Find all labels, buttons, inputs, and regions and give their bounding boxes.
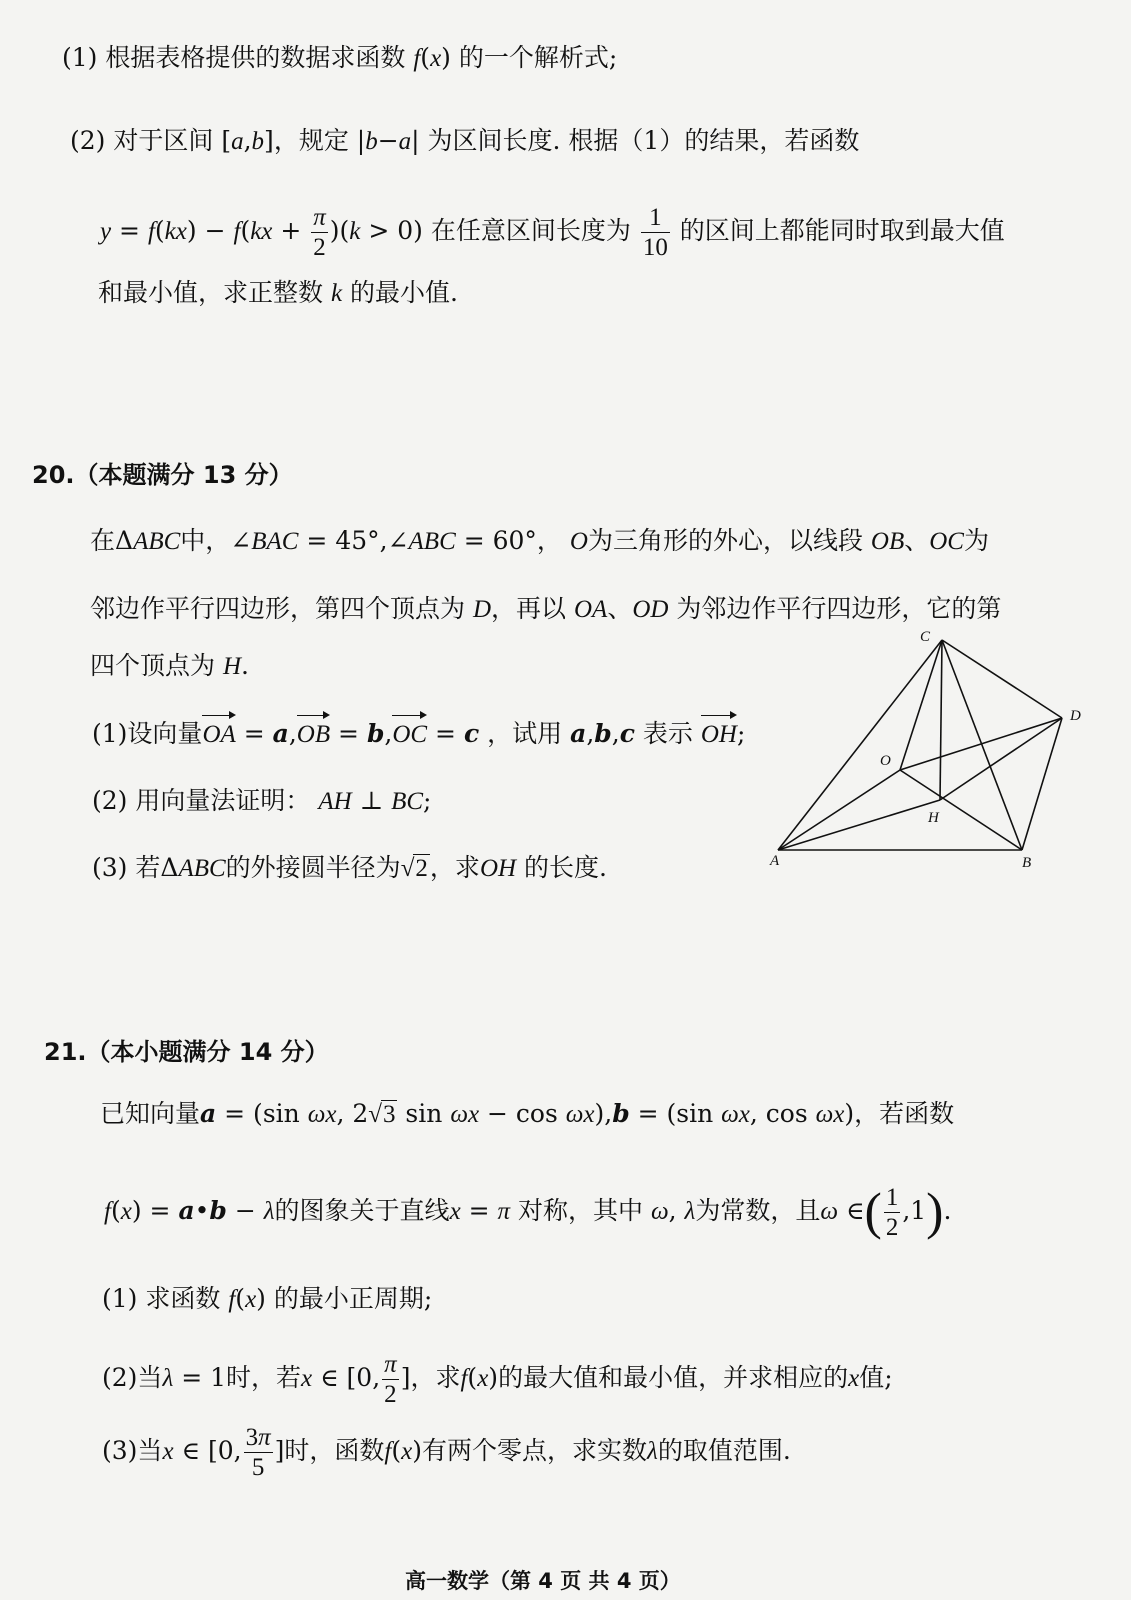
q20-part3: (3) 若ΔABC的外接圆半径为√2，求OH 的长度.: [92, 853, 607, 882]
q21-part2: (2)当λ = 1时，若x ∈ [0, $\frac{\pi}{2}$ ]，求f(x)的最大值和最小值，并求相应的x值;: [102, 1351, 893, 1408]
label-D: D: [1070, 708, 1081, 724]
q21-line2: f(x) = a•b − λ的图象关于直线x = π 对称，其中 ω, λ为常数，且ω ∈( $\frac{1}{2}$ ,1).: [104, 1183, 952, 1241]
segment-OB: [900, 770, 1022, 850]
segment-OA: [778, 770, 900, 850]
segment-AH: [778, 800, 940, 850]
q20-line2: 邻边作平行四边形，第四个顶点为 D，再以 OA、OD 为邻边作平行四边形，它的第: [90, 594, 1002, 623]
q19-part2-line1: (2) 对于区间 [a,b]，规定 |b−a| 为区间长度. 根据（1）的结果，若函数: [70, 126, 860, 155]
segment-CB: [942, 640, 1022, 850]
label-C: C: [920, 629, 931, 645]
geometry-figure: [760, 625, 1100, 880]
q19-part2-line3: 和最小值，求正整数 k 的最小值.: [98, 278, 458, 307]
q20-header: 20.（本题满分 13 分）: [32, 461, 293, 489]
q20-line3: 四个顶点为 H.: [90, 651, 249, 680]
q19-part1: (1) 根据表格提供的数据求函数 f(x) 的一个解析式;: [62, 43, 618, 72]
q20-line1: 在ΔABC中，∠BAC = 45°,∠ABC = 60°， O为三角形的外心，以线段 OB、OC为: [90, 526, 989, 555]
q21-line1: 已知向量a = (sin ωx, 2√3 sin ωx − cos ωx),b = (sin ωx, cos ωx)，若函数: [100, 1099, 955, 1128]
segment-DH: [940, 718, 1062, 800]
segment-CD: [942, 640, 1062, 718]
q19-part2-line2: y = f(kx) − f(kx + $\frac{\pi}{2}$ )(k > 0) 在任意区间长度为 $\frac{1}{10}$ 的区间上都能同时取到最大值: [100, 204, 1005, 261]
segment-OD: [900, 718, 1062, 770]
label-H: H: [928, 810, 939, 826]
q21-part3: (3)当x ∈ [0, $\frac{3\pi}{5}$ ]时，函数f(x)有两个零点，求实数λ的取值范围.: [102, 1424, 791, 1481]
figure-lines: [778, 640, 1062, 850]
label-B: B: [1022, 855, 1032, 871]
label-A: A: [770, 853, 780, 869]
segment-BD: [1022, 718, 1062, 850]
page-footer: 高一数学（第 4 页 共 4 页）: [405, 1569, 681, 1593]
segment-OC: [900, 640, 942, 770]
q21-header: 21.（本小题满分 14 分）: [44, 1038, 329, 1066]
q20-part2: (2) 用向量法证明： AH ⊥ BC;: [92, 786, 432, 815]
segment-CH: [940, 640, 942, 800]
q20-part1: (1)设向量OA = a,OB = b,OC = c ，试用 a,b,c 表示 OH;: [92, 718, 745, 751]
label-O: O: [880, 753, 891, 769]
segment-AC: [778, 640, 942, 850]
q21-part1: (1) 求函数 f(x) 的最小正周期;: [102, 1284, 433, 1313]
